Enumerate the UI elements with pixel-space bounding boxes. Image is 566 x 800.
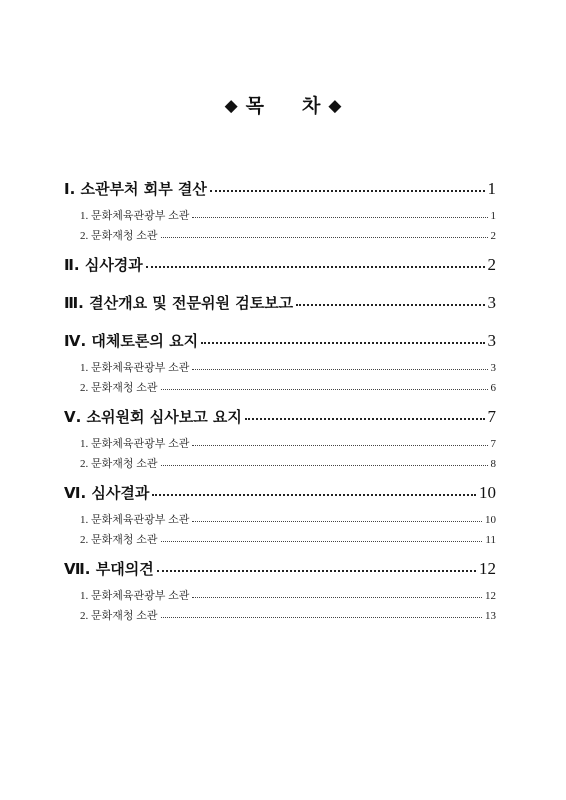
toc-subsection-label: 2. 문화재청 소관	[80, 534, 158, 546]
toc-page-number: 3	[487, 293, 496, 312]
toc-page-number: 2	[487, 255, 496, 274]
dot-leader	[245, 404, 485, 430]
toc-subsection-entry[interactable]	[64, 530, 496, 550]
toc-section-numeral: Ⅱ.	[64, 256, 80, 274]
toc-page-number: 3	[490, 362, 496, 374]
toc-section-title: 소위원회 심사보고 요지	[86, 408, 242, 426]
toc-page-number: 11	[485, 534, 496, 546]
toc-subsection-label: 1. 문화체육관광부 소관	[80, 210, 190, 222]
toc-section-entry[interactable]	[64, 480, 496, 506]
dot-leader	[161, 606, 482, 626]
toc-section-numeral: Ⅳ.	[64, 332, 87, 350]
toc-subsection-label: 2. 문화재청 소관	[80, 230, 158, 242]
toc-section-entry[interactable]	[64, 404, 496, 430]
dot-leader	[161, 378, 488, 398]
toc-section-numeral: Ⅰ.	[64, 180, 76, 198]
toc-page-number: 10	[485, 514, 496, 526]
toc-subsection-entry[interactable]	[64, 378, 496, 398]
toc-page-number: 2	[490, 230, 496, 242]
toc-page-number: 12	[485, 590, 496, 602]
toc-section-title: 부대의견	[95, 560, 154, 578]
toc-page-number: 7	[487, 407, 496, 426]
toc-subsection-label: 2. 문화재청 소관	[80, 382, 158, 394]
toc-page-number: 6	[490, 382, 496, 394]
toc-subsection-entry[interactable]	[64, 454, 496, 474]
toc-title-char-1: 목	[245, 95, 264, 117]
toc-section-label	[64, 176, 207, 202]
toc-section-numeral: Ⅲ.	[64, 294, 84, 312]
toc-section-numeral: Ⅴ.	[64, 408, 82, 426]
dot-leader	[152, 480, 476, 506]
dot-leader	[192, 206, 487, 226]
toc-subsection-label: 1. 문화체육관광부 소관	[80, 590, 190, 602]
dot-leader	[192, 434, 487, 454]
toc-title-char-2: 차	[302, 95, 321, 117]
toc-subsection-label: 2. 문화재청 소관	[80, 610, 158, 622]
toc-section-title: 대체토론의 요지	[91, 332, 199, 350]
toc-subsection-entry[interactable]	[64, 586, 496, 606]
dot-leader	[157, 556, 476, 582]
dot-leader	[161, 454, 488, 474]
toc-subsection-label: 1. 문화체육관광부 소관	[80, 362, 190, 374]
toc-page-number: 12	[479, 559, 496, 578]
dot-leader	[210, 176, 485, 202]
diamond-icon: ◆	[224, 96, 238, 116]
toc-page-number: 3	[487, 331, 496, 350]
toc-page-number: 13	[485, 610, 496, 622]
toc-subsection-entry[interactable]	[64, 606, 496, 626]
toc-subsection-entry[interactable]	[64, 358, 496, 378]
toc-page-number: 10	[479, 483, 496, 502]
toc-page-number: 7	[490, 438, 496, 450]
toc-section-entry[interactable]	[64, 556, 496, 582]
dot-leader	[192, 358, 487, 378]
toc-subsection-label: 1. 문화체육관광부 소관	[80, 514, 190, 526]
toc-title	[0, 91, 566, 118]
toc-section-label	[64, 290, 293, 316]
toc-section-numeral: Ⅶ.	[64, 560, 91, 578]
toc-section-title: 소관부처 회부 결산	[80, 180, 207, 198]
toc-section-title: 심사경과	[84, 256, 143, 274]
toc-section-label	[64, 556, 154, 582]
toc-section-entry[interactable]	[64, 328, 496, 354]
toc-page-number: 1	[487, 179, 496, 198]
toc-section-entry[interactable]	[64, 176, 496, 202]
diamond-icon: ◆	[328, 96, 342, 116]
dot-leader	[192, 586, 482, 606]
toc-section-label	[64, 328, 198, 354]
toc-page-number: 8	[490, 458, 496, 470]
toc-subsection-label: 2. 문화재청 소관	[80, 458, 158, 470]
toc-section-label	[64, 480, 149, 506]
toc-section-numeral: Ⅵ.	[64, 484, 87, 502]
toc-subsection-entry[interactable]	[64, 510, 496, 530]
toc-subsection-label: 1. 문화체육관광부 소관	[80, 438, 190, 450]
dot-leader	[161, 530, 483, 550]
dot-leader	[161, 226, 488, 246]
toc-section-entry[interactable]	[64, 290, 496, 316]
toc-subsection-entry[interactable]	[64, 434, 496, 454]
dot-leader	[201, 328, 484, 354]
dot-leader	[296, 290, 484, 316]
toc-subsection-entry[interactable]	[64, 206, 496, 226]
table-of-contents	[64, 176, 496, 626]
toc-section-label	[64, 252, 143, 278]
toc-section-title: 심사결과	[91, 484, 150, 502]
dot-leader	[192, 510, 482, 530]
toc-page-number: 1	[490, 210, 496, 222]
toc-section-title: 결산개요 및 전문위원 검토보고	[89, 294, 294, 312]
dot-leader	[146, 252, 485, 278]
toc-subsection-entry[interactable]	[64, 226, 496, 246]
toc-section-entry[interactable]	[64, 252, 496, 278]
toc-section-label	[64, 404, 242, 430]
